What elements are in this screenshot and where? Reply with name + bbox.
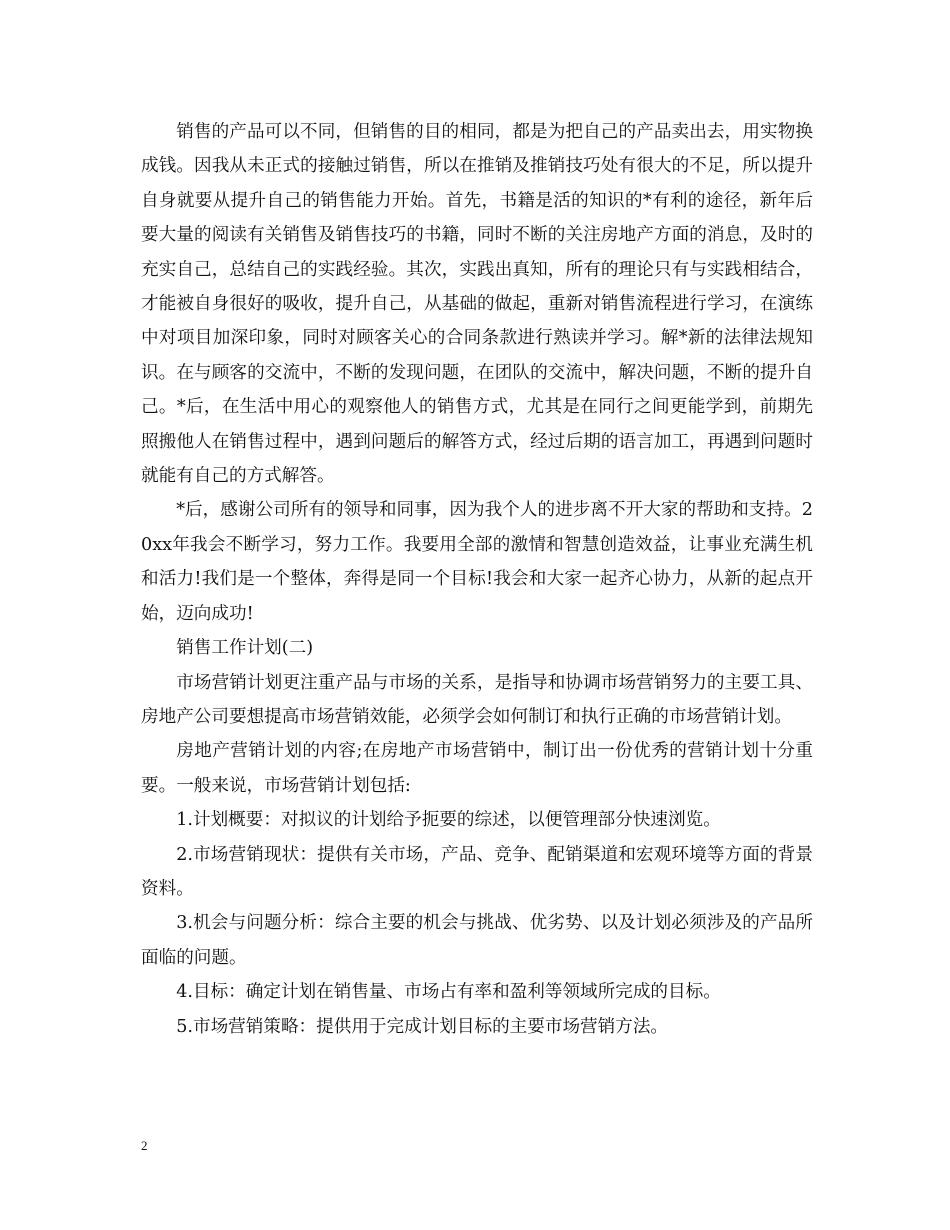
document-body [141, 115, 813, 1044]
list-item-marketing-strategy: 5.市场营销策略：提供用于完成计划目标的主要市场营销方法。 [176, 1016, 669, 1037]
section-heading: 销售工作计划(二) [176, 638, 314, 659]
paragraph-sales-skills: 销售的产品可以不同，但销售的目的相同，都是为把自己的产品卖出去，用实物换成钱。因我从未正式的接触过销售，所以在推销及推销技巧处有很大的不足，所以提升自身就要从提升自己的销售能力开始。首先，书籍是活的知识的*有利的途径，新年后要大量的阅读有关销售及销售技巧的书籍，同时不断的关注房地产方面的消息，及时的充实自己，总结自己的实践经验。其次，实践出真知，所有的理论只有与实践相结合，才能被自身很好的吸收，提升自己，从基础的做起，重新对销售流程进行学习，在演练中对项目加深印象，同时对顾客关心的合同条款进行熟读并学习。解*新的法律法规知识。在与顾客的交流中，不断的发现问题，在团队的交流中，解决问题，不断的提升自己。*后，在生活中用心的观察他人的销售方式，尤其是在同行之间更能学到，前期先照搬他人在销售过程中，遇到问题后的解答方式，经过后期的语言加工，再遇到问题时就能有自己的方式解答。 [141, 122, 813, 487]
paragraph-marketing-plan-intro: 市场营销计划更注重产品与市场的关系，是指导和协调市场营销努力的主要工具、房地产公司要想提高市场营销效能，必须学会如何制订和执行正确的市场营销计划。 [141, 672, 813, 727]
list-item-objectives: 4.目标：确定计划在销售量、市场占有率和盈利等领域所完成的目标。 [176, 982, 721, 1003]
paragraph-thanks: *后，感谢公司所有的领导和同事，因为我个人的进步离不开大家的帮助和支持。20xx年我会不断学习，努力工作。我要用全部的激情和智慧创造效益，让事业充满生机和活力!我们是一个整体，奔得是同一个目标!我会和大家一起齐心协力，从新的起点开始，迈向成功! [141, 500, 813, 624]
list-item-market-status: 2.市场营销现状：提供有关市场，产品、竞争、配销渠道和宏观环境等方面的背景资料。 [141, 844, 813, 899]
list-item-opportunity-analysis: 3.机会与问题分析：综合主要的机会与挑战、优劣势、以及计划必须涉及的产品所面临的问题。 [141, 913, 813, 968]
paragraph-marketing-plan-contents: 房地产营销计划的内容;在房地产市场营销中，制订出一份优秀的营销计划十分重要。一般来说，市场营销计划包括: [141, 741, 813, 796]
page-number: 2 [141, 1138, 148, 1153]
list-item-plan-summary: 1.计划概要：对拟议的计划给予扼要的综述，以便管理部分快速浏览。 [176, 810, 721, 831]
